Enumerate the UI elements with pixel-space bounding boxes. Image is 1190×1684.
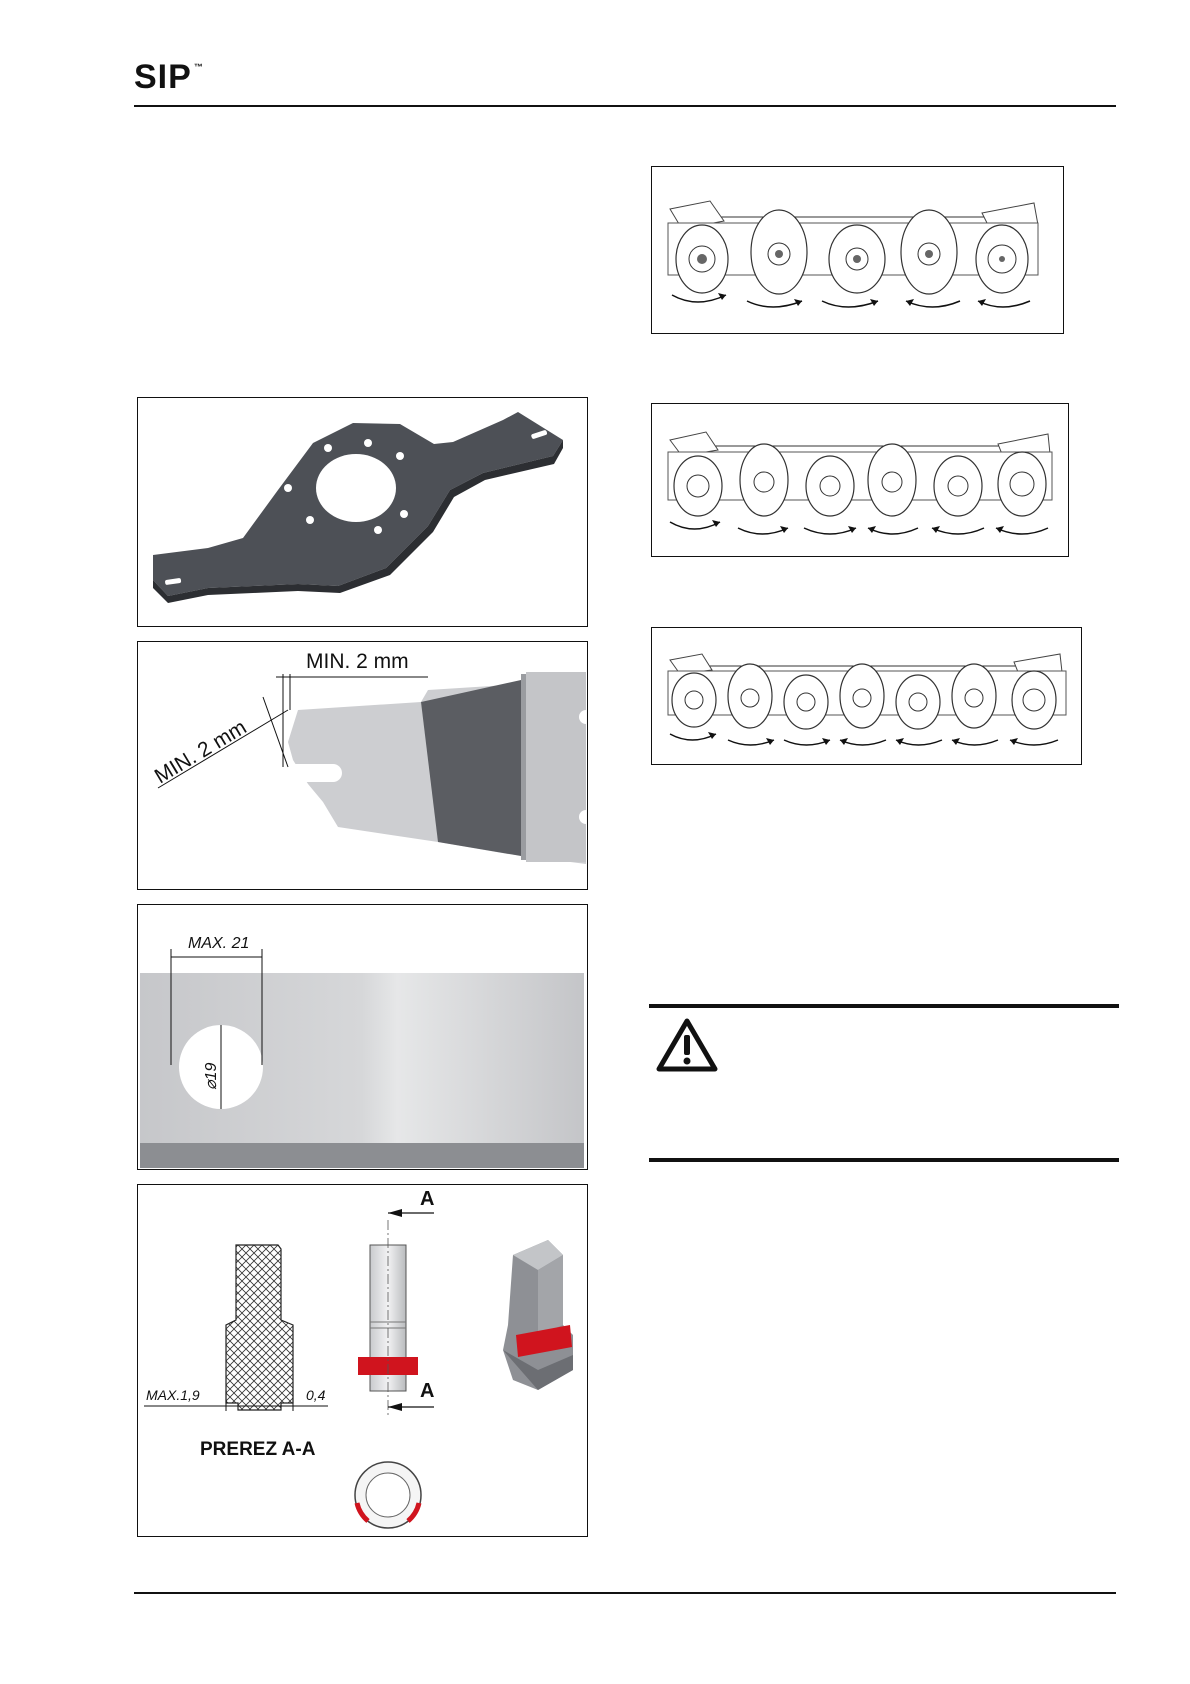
footer-rule [134,1592,1116,1594]
figure-blade-wear [137,641,588,890]
figure-cutterbar-5 [651,166,1064,334]
label-max-1-9: MAX.1,9 [146,1387,200,1403]
cutterbar-5-illustration [652,167,1062,332]
blade-wear-illustration [138,642,586,888]
label-max-21: MAX. 21 [188,935,250,952]
logo-text: SIP [134,58,192,96]
label-section-a-a: PREREZ A-A [200,1439,316,1460]
warning-triangle-icon [655,1017,719,1075]
label-min-side: MIN. 2 mm [150,715,251,789]
label-a-bottom: A [420,1380,435,1402]
figure-cutterbar-6 [651,403,1069,557]
figure-blade-hole [137,904,588,1170]
figure-cutterbar-7 [651,627,1082,765]
logo [134,58,204,97]
knife-holder-illustration [138,398,586,625]
blade-hole-illustration [138,905,586,1168]
label-min-0-4: 0,4 [306,1387,326,1403]
label-diameter-19: ⌀19 [203,1062,220,1090]
pin-section-illustration [138,1185,586,1535]
warning-top-rule [649,1004,1119,1008]
header-rule [134,105,1116,107]
label-a-top: A [420,1188,435,1210]
cutterbar-6-illustration [652,404,1067,555]
label-min-top: MIN. 2 mm [306,650,409,673]
figure-knife-holder [137,397,588,627]
figure-pin-section [137,1184,588,1537]
cutterbar-7-illustration [652,628,1080,763]
logo-tm: ™ [193,62,204,72]
warning-bottom-rule [649,1158,1119,1162]
